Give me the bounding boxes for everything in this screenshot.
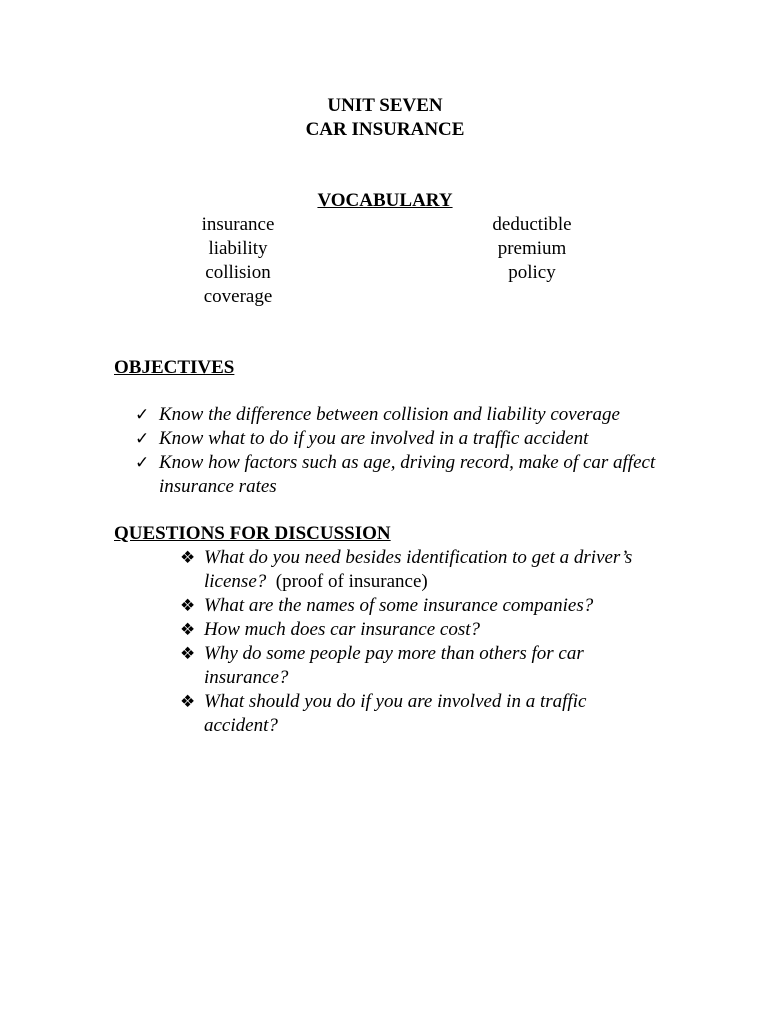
question-item <box>180 546 650 594</box>
objective-item <box>135 451 665 499</box>
question-text: Why do some people pay more than others for car insurance? <box>204 643 584 688</box>
question-item <box>180 594 650 618</box>
questions-heading: QUESTIONS FOR DISCUSSION <box>114 523 391 544</box>
topic-title: CAR INSURANCE <box>305 119 465 140</box>
objectives-heading: OBJECTIVES <box>114 357 235 378</box>
question-item <box>180 690 650 738</box>
vocab-word: policy <box>508 262 556 283</box>
question-answer: (proof of insurance) <box>275 571 428 592</box>
vocab-word: premium <box>497 238 567 259</box>
question-text: What do you need besides identification to get a driver’s license? <box>204 547 633 592</box>
objective-text: Know how factors such as age, driving record, make of car affect insurance rates <box>159 452 656 497</box>
objective-text: Know the difference between collision and liability coverage <box>159 404 620 425</box>
question-text: What are the names of some insurance companies? <box>204 595 594 616</box>
diamond-bullet-icon: ❖ <box>180 692 196 712</box>
question-item <box>180 618 650 642</box>
vocabulary-heading: VOCABULARY <box>317 190 453 211</box>
diamond-bullet-icon: ❖ <box>180 644 196 664</box>
question-item <box>180 642 650 690</box>
objective-item <box>135 427 665 451</box>
vocab-word: insurance <box>201 214 275 235</box>
check-mark-icon: ✓ <box>135 429 150 449</box>
questions-list <box>180 546 650 738</box>
check-mark-icon: ✓ <box>135 405 150 425</box>
diamond-bullet-icon: ❖ <box>180 620 196 640</box>
check-mark-icon: ✓ <box>135 453 150 473</box>
diamond-bullet-icon: ❖ <box>180 548 196 568</box>
vocab-word: liability <box>208 238 268 259</box>
question-text: How much does car insurance cost? <box>204 619 480 640</box>
objective-text: Know what to do if you are involved in a traffic accident <box>159 428 589 449</box>
vocab-word: coverage <box>203 286 273 307</box>
objective-item <box>135 403 665 427</box>
vocab-word: collision <box>205 262 271 283</box>
vocabulary-right-column <box>472 213 592 285</box>
objectives-list <box>135 403 665 499</box>
diamond-bullet-icon: ❖ <box>180 596 196 616</box>
question-text: What should you do if you are involved in a traffic accident? <box>204 691 587 736</box>
unit-title: UNIT SEVEN <box>327 95 443 116</box>
vocabulary-left-column <box>188 213 288 309</box>
vocab-word: deductible <box>492 214 572 235</box>
